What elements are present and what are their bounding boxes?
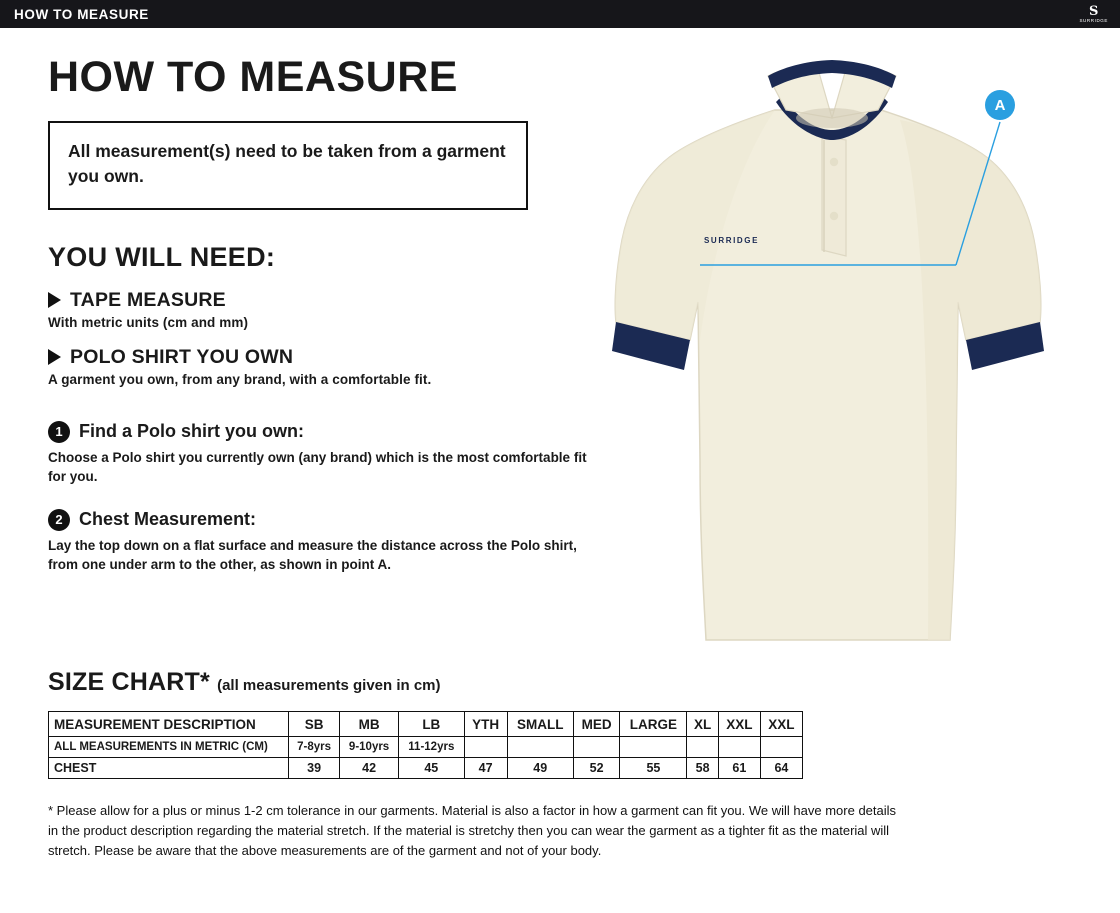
cell [573, 737, 620, 758]
cell: 49 [507, 758, 573, 779]
cell: 42 [340, 758, 399, 779]
need-item-title: POLO SHIRT YOU OWN [70, 345, 294, 368]
step-header [48, 421, 608, 443]
you-will-need-heading: YOU WILL NEED: [48, 241, 276, 272]
triangle-bullet-icon [48, 349, 61, 365]
col-header-yth: YTH [464, 712, 507, 737]
cell: 52 [573, 758, 620, 779]
need-item-header [48, 346, 608, 369]
col-header-xxl-2: XXL [760, 712, 802, 737]
cell [687, 737, 718, 758]
callout-badge-a: A [985, 90, 1015, 120]
table-header-row [49, 712, 803, 737]
step-number-badge: 2 [48, 509, 70, 531]
instructions-column [48, 53, 608, 597]
col-header-med: MED [573, 712, 620, 737]
shirt-brand-text: SURRIDGE [704, 236, 760, 245]
col-header-small: SMALL [507, 712, 573, 737]
size-chart-section [48, 668, 1072, 861]
col-header-mb: MB [340, 712, 399, 737]
top-bar [0, 0, 1120, 28]
size-chart-title [48, 668, 1072, 697]
col-header-xxl: XXL [718, 712, 760, 737]
polo-shirt-svg [600, 40, 1100, 660]
need-item-tape-measure [48, 289, 608, 330]
cell: 45 [398, 758, 464, 779]
col-header-sb: SB [289, 712, 340, 737]
size-chart-title-main: SIZE CHART* [48, 668, 210, 696]
cell: 39 [289, 758, 340, 779]
cell [464, 737, 507, 758]
need-item-subtitle: With metric units (cm and mm) [48, 314, 249, 330]
cell: 47 [464, 758, 507, 779]
cell [760, 737, 802, 758]
page-title: HOW TO MEASURE [48, 53, 458, 101]
need-item-title: TAPE MEASURE [70, 288, 226, 311]
step-body: Lay the top down on a flat surface and measure the distance across the Polo shirt, from one under arm to the other, as shown in point A. [48, 537, 577, 573]
cell: 55 [620, 758, 687, 779]
col-header-xl: XL [687, 712, 718, 737]
top-bar-title: HOW TO MEASURE [14, 6, 149, 22]
step-title: Chest Measurement: [79, 509, 257, 530]
table-row [49, 758, 803, 779]
step-body: Choose a Polo shirt you currently own (any brand) which is the most comfortable fit for you. [48, 449, 587, 485]
col-header-lb: LB [398, 712, 464, 737]
need-item-header [48, 289, 608, 312]
cell: 64 [760, 758, 802, 779]
surridge-logo [1079, 5, 1108, 24]
cell: 61 [718, 758, 760, 779]
step-item [48, 509, 608, 575]
cell: 58 [687, 758, 718, 779]
steps-list [48, 421, 608, 575]
step-header [48, 509, 608, 531]
table-row [49, 737, 803, 758]
cell [620, 737, 687, 758]
surridge-logo-word: SURRIDGE [1079, 17, 1108, 23]
cell [718, 737, 760, 758]
measurement-callout: All measurement(s) need to be taken from a garment you own. [48, 121, 528, 210]
row-label-chest: CHEST [49, 758, 289, 779]
cell: 11-12yrs [398, 737, 464, 758]
surridge-logo-mark: S [1089, 3, 1099, 19]
size-chart-title-sub: (all measurements given in cm) [217, 677, 441, 694]
cell: 9-10yrs [340, 737, 399, 758]
row-label-metric: ALL MEASUREMENTS IN METRIC (CM) [49, 737, 289, 758]
step-number-badge: 1 [48, 421, 70, 443]
size-chart-table [48, 711, 803, 779]
need-item-subtitle: A garment you own, from any brand, with a comfortable fit. [48, 371, 432, 387]
cell: 7-8yrs [289, 737, 340, 758]
polo-shirt-illustration [600, 40, 1100, 660]
step-title: Find a Polo shirt you own: [79, 421, 304, 442]
need-item-polo-shirt [48, 346, 608, 387]
cell [507, 737, 573, 758]
triangle-bullet-icon [48, 292, 61, 308]
size-chart-footnote: * Please allow for a plus or minus 1-2 cm tolerance in our garments. Material is also a factor in how a garment can fit you. We will have more details in the product description regarding the material stretch. If the material is stretchy then you can wear the garment as a tighter fit as the material will stretch. Please be aware that the above measurements are of the garment and not of your body. [48, 803, 897, 859]
step-item [48, 421, 608, 487]
col-header-large: LARGE [620, 712, 687, 737]
col-header-description: MEASUREMENT DESCRIPTION [49, 712, 289, 737]
